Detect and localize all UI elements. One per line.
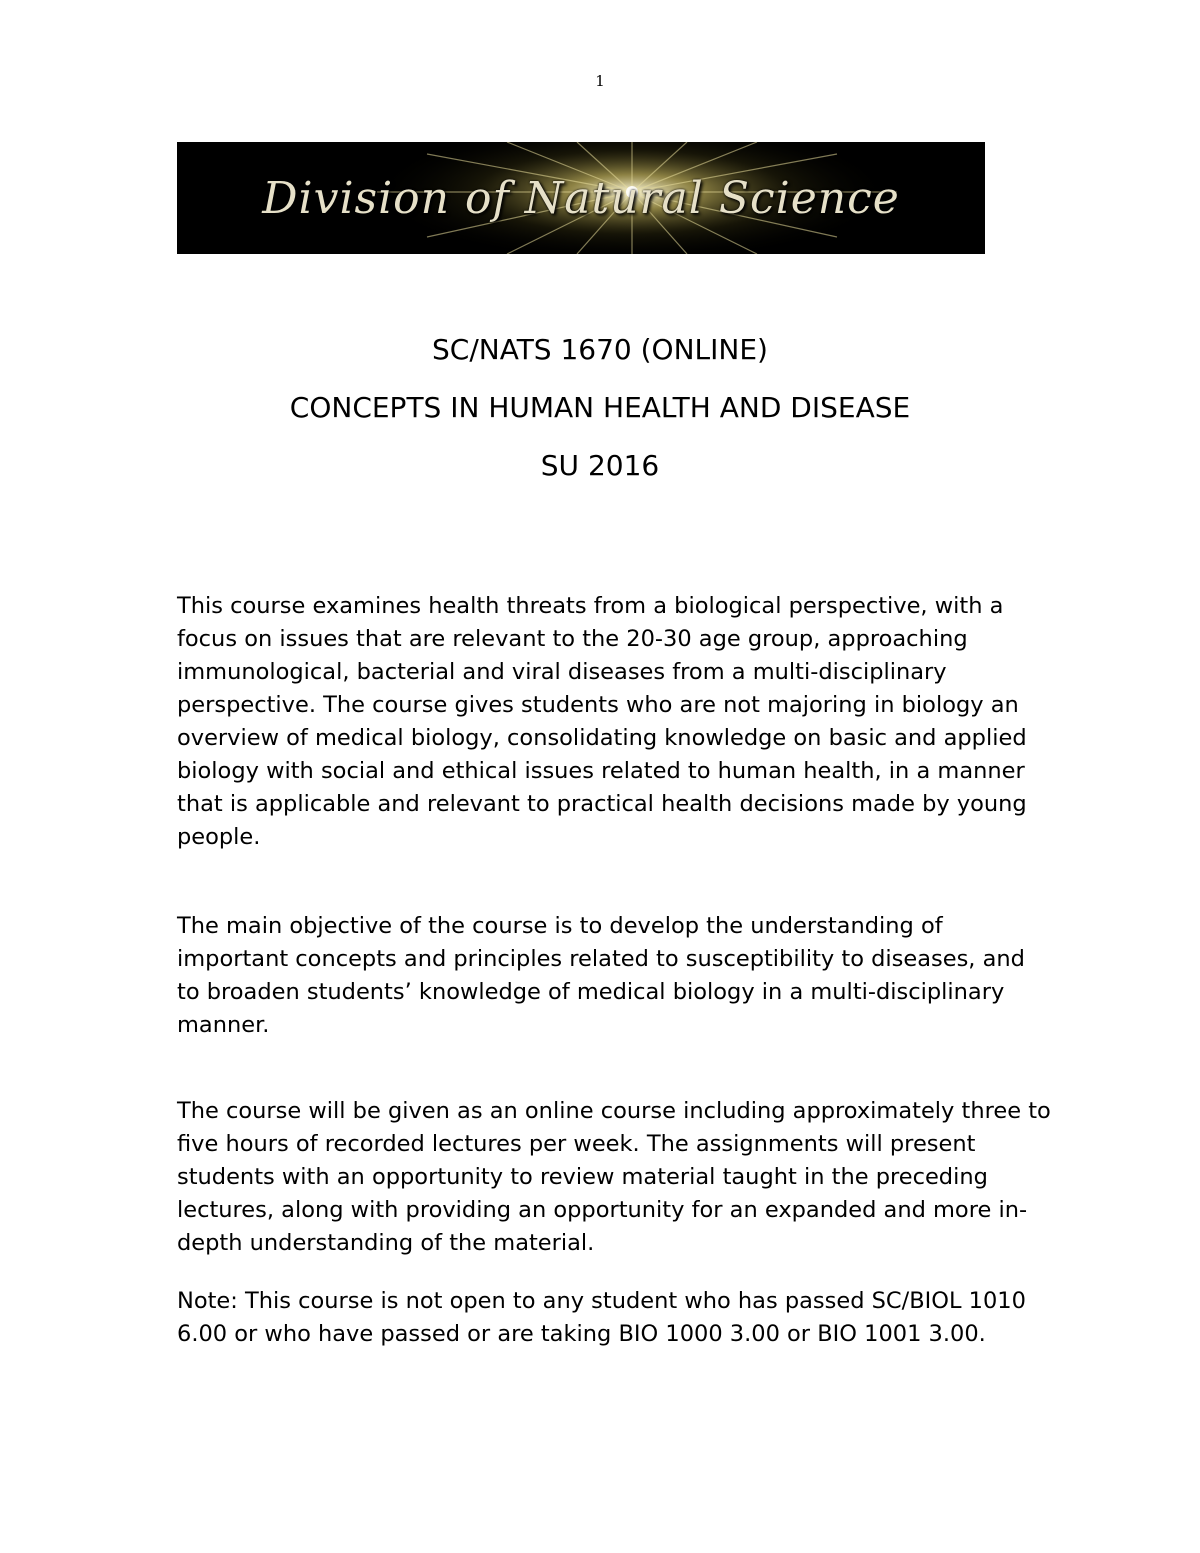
- paragraph-line: biology with social and ethical issues related to human health, in a manner: [177, 758, 1025, 784]
- paragraph-line: five hours of recorded lectures per week. The assignments will present: [177, 1131, 976, 1157]
- paragraph-line: that is applicable and relevant to practical health decisions made by young: [177, 791, 1027, 817]
- course-term: SU 2016: [540, 449, 660, 482]
- paragraph-line: This course examines health threats from a biological perspective, with a: [177, 593, 1004, 619]
- course-title-block: [0, 325, 1200, 499]
- course-description-paragraph: [177, 590, 1027, 854]
- paragraph-line: people.: [177, 824, 261, 850]
- paragraph-line: Note: This course is not open to any student who has passed SC/BIOL 1010: [177, 1288, 1026, 1314]
- paragraph-line: The main objective of the course is to develop the understanding of: [177, 913, 943, 939]
- page-number: 1: [595, 72, 605, 90]
- paragraph-line: immunological, bacterial and viral diseases from a multi-disciplinary: [177, 659, 947, 685]
- course-code: SC/NATS 1670 (ONLINE): [432, 333, 768, 366]
- course-format-paragraph: [177, 1095, 1051, 1260]
- paragraph-line: 6.00 or who have passed or are taking BIO 1000 3.00 or BIO 1001 3.00.: [177, 1321, 986, 1347]
- paragraph-line: students with an opportunity to review material taught in the preceding: [177, 1164, 988, 1190]
- course-note-paragraph: [177, 1285, 1027, 1351]
- paragraph-line: depth understanding of the material.: [177, 1230, 595, 1256]
- paragraph-line: important concepts and principles related to susceptibility to diseases, and: [177, 946, 1025, 972]
- paragraph-line: lectures, along with providing an opportunity for an expanded and more in-: [177, 1197, 1028, 1223]
- paragraph-line: manner.: [177, 1012, 270, 1038]
- banner-title: Division of Natural Science: [262, 172, 900, 224]
- paragraph-line: The course will be given as an online course including approximately three to: [177, 1098, 1051, 1124]
- paragraph-line: perspective. The course gives students who are not majoring in biology an: [177, 692, 1019, 718]
- paragraph-line: to broaden students’ knowledge of medical biology in a multi-disciplinary: [177, 979, 1005, 1005]
- division-banner: [177, 142, 985, 254]
- paragraph-line: overview of medical biology, consolidating knowledge on basic and applied: [177, 725, 1027, 751]
- paragraph-line: focus on issues that are relevant to the 20-30 age group, approaching: [177, 626, 968, 652]
- course-objective-paragraph: [177, 910, 1027, 1042]
- course-name: CONCEPTS IN HUMAN HEALTH AND DISEASE: [289, 391, 911, 424]
